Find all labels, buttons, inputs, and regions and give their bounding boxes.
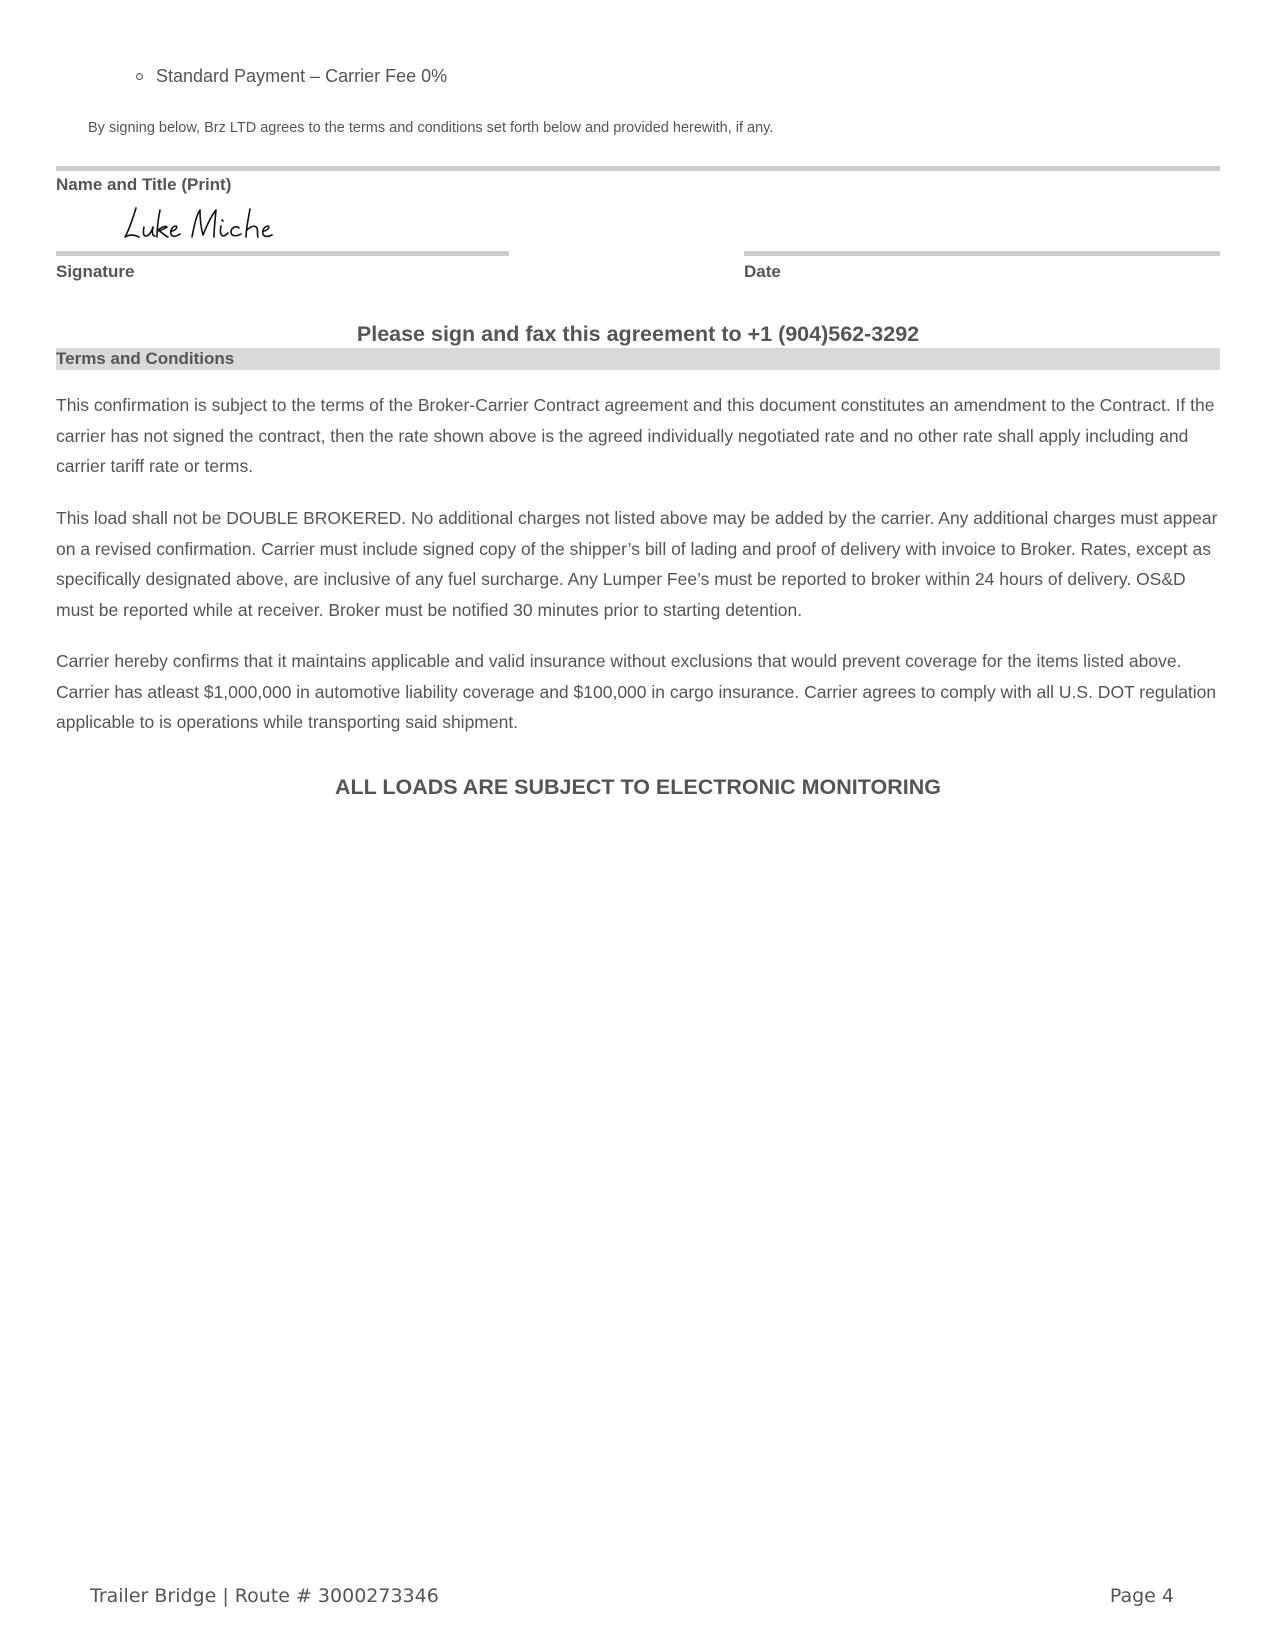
fax-instruction: Please sign and fax this agreement to +1 (904)562-3292 — [356, 322, 920, 346]
name-title-label: Name and Title (Print) — [56, 175, 232, 194]
terms-title: Terms and Conditions — [56, 349, 235, 368]
footer-page-number: Page 4 — [1109, 1585, 1174, 1607]
signature-line — [56, 251, 509, 256]
payment-option: Standard Payment – Carrier Fee 0% — [127, 64, 447, 88]
name-title-line — [56, 166, 1220, 171]
terms-header-bar — [56, 348, 1220, 370]
terms-paragraph-load: This load shall not be DOUBLE BROKERED. No additional charges not listed above may be added by the carrier. Any additional charges must appear on a revised confirmation. Carrier must include signed copy of the shipper’s bill of lading and proof of delivery with invoice to Broker. Rates, except as specifically designated above, are inclusive of any fuel surcharge. Any Lumper Fee’s must be reported to broker within 24 hours of delivery. OS&D must be reported while at receiver. Broker must be notified 30 minutes prior to starting detention. — [56, 508, 1218, 620]
payment-options-list — [127, 64, 447, 88]
monitoring-notice: ALL LOADS ARE SUBJECT TO ELECTRONIC MONITORING — [334, 775, 941, 799]
footer-route: Trailer Bridge | Route # 3000273346 — [90, 1585, 439, 1607]
terms-paragraph-contract: This confirmation is subject to the terms of the Broker-Carrier Contract agreement and this document constitutes an amendment to the Contract. If the carrier has not signed the contract, then the rate shown above is the agreed individually negotiated rate and no other rate shall apply including and carrier tariff rate or terms. — [56, 395, 1215, 476]
signature-label: Signature — [56, 262, 135, 281]
handwritten-signature — [122, 200, 322, 244]
agreement-intro: By signing below, Brz LTD agrees to the terms and conditions set forth below and provided herewith, if any. — [88, 120, 774, 136]
date-line — [744, 251, 1220, 256]
terms-paragraph-insurance: Carrier hereby confirms that it maintains applicable and valid insurance without exclusions that would prevent coverage for the items listed above. Carrier has atleast $1,000,000 in automotive liability coverage and $100,000 in cargo insurance. Carrier agrees to comply with all U.S. DOT regulation applicable to is operations while transporting said shipment. — [56, 651, 1217, 732]
date-label: Date — [744, 262, 781, 281]
